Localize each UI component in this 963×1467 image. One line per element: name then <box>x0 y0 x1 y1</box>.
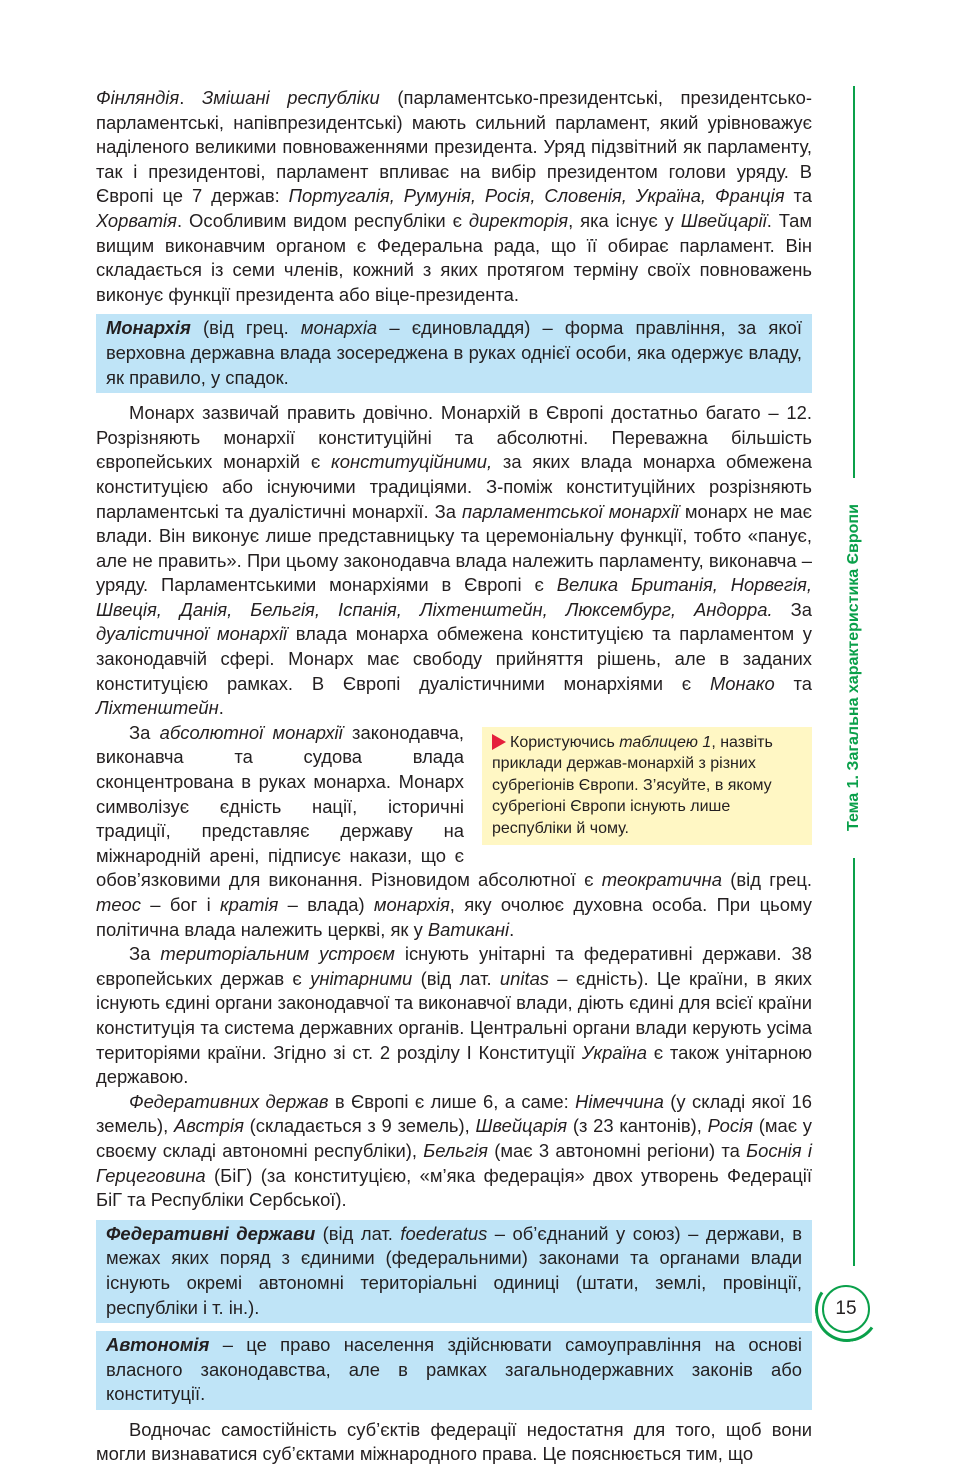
paragraph-federative <box>96 1090 812 1213</box>
text-run: , назвіть приклади держав-монархій з різних субрегіонів Європи. З’ясуйте, в якому субрегіоні Європи існують лише республіки й чому. <box>492 733 773 837</box>
text-run: За <box>129 721 160 743</box>
text-run: – влада) <box>278 894 374 915</box>
text-run: (від лат. <box>315 1222 401 1244</box>
text-run: (з 23 кантонів), <box>567 1115 708 1137</box>
definition-autonomy <box>96 1331 812 1410</box>
italic-term: unitas <box>499 967 549 989</box>
text-run: Користуючись <box>510 733 620 751</box>
text-run: (парламентсько-президентські, президентсько-парламентські, напівпрезидентські) мають сильний парламент, який урівноважує наділеного великими повноваженнями президента. Уряд підзвітний як парламенту, так і президентові, парламент впливає на вибір президентом голови уряду. В Європі це 7 держав: <box>96 87 812 207</box>
text-run: . <box>179 87 202 108</box>
paragraph-unitary <box>96 942 812 1090</box>
italic-term: Бельгія <box>423 1139 488 1161</box>
text-run: монарх не має влади. Він виконує лише представницьку та церемоніальну функції, тобто «панує, але не править». При цьому законодавча влада належить парламенту, виконавча – уряду. Парламентськими монархіями в Європі є <box>96 500 813 596</box>
chapter-side-label: Тема 1. Загальна характеристика Європи <box>845 504 862 832</box>
text-run: (має у своєму складі автономні республіки), <box>96 1115 813 1161</box>
text-run: . Там вищим виконавчим органом є Федеральна рада, що її обирає парламент. Він складається із семи членів, кожний з яких протягом терміну своїх повноважень виконує функції президента або віце-президента. <box>96 209 813 305</box>
text-run: . <box>509 918 515 940</box>
text-run: в Європі є лише 6, а саме: <box>328 1090 576 1112</box>
text-run: законодавча, виконавча та судова влада сконцентрована в руках монарха. Монарх символізує єдність нації, історичні традиції, представляє державу на міжнародній арені, підписує накази, що є обов’язковими для виконання. Різновидом абсолютної є <box>96 721 602 891</box>
term: Монархія <box>106 317 191 339</box>
italic-term: Боснія і Герцеговина <box>96 1139 812 1186</box>
italic-term: foederatus <box>400 1222 488 1244</box>
paragraph-republics <box>96 86 812 307</box>
task-box-text <box>492 734 773 837</box>
text-run: за яких влада монарха обмежена конституцією або існуючими традиціями. З-поміж конституційних розрізняють парламентські та дуалістичні монархії. За <box>96 451 812 522</box>
task-arrow-icon <box>492 734 506 750</box>
definition-federative-text <box>106 1222 802 1320</box>
text-run: Водночас самостійність суб’єктів федерації недостатня для того, щоб вони могли визнаватися суб’єктами міжнародного права. Це пояснюється тим, що <box>96 1418 812 1465</box>
italic-term: кратія <box>219 894 279 915</box>
definition-monarchy <box>96 314 812 393</box>
text-run: , яка існує у <box>568 209 681 231</box>
text-run: За <box>129 943 161 965</box>
text-run: – об’єднаний у союз) – держави, в межах яких поряд з єдиними (федеральними) законами та органами влади існують окремі автономні територіальні одиниці (штати, землі, провінції, республіки і т. ін.). <box>106 1222 802 1318</box>
italic-term: територіальним устроєм <box>160 943 395 965</box>
italic-term: дуалістичної монархії <box>96 623 288 645</box>
italic-term: парламентської монархії <box>461 500 679 522</box>
text-run: – це право населення здійснювати самоуправління на основі власного законодавства, але в рамках загальнодержавних законів або конституції. <box>106 1334 802 1405</box>
term: Автономія <box>106 1334 210 1356</box>
text-run: – бог і <box>140 894 220 915</box>
task-box <box>482 727 812 846</box>
text-run: (має 3 автономні регіони) та <box>487 1139 747 1161</box>
paragraph-monarchy-types <box>96 401 812 721</box>
text-run: (у складі якої 16 земель), <box>96 1090 812 1137</box>
text-run: – єдиновладдя) – форма правління, за якої верховна державна влада зосереджена в руках однієї особи, яка одержує владу, як правило, у спадок. <box>106 317 802 388</box>
italic-term: монархія <box>373 894 450 915</box>
italic-term: Монако <box>709 672 775 694</box>
side-rule-bottom <box>853 858 855 1266</box>
italic-term: Португалія, Румунія, Росія, Словенія, Україна, Франція <box>288 185 785 207</box>
italic-term: директорія <box>468 209 569 231</box>
text-run: Монарх зазвичай править довічно. Монархій в Європі достатньо багато – 12. Розрізняють монархії конституційні та абсолютні. Переважна більшість європейських монархій є <box>96 402 812 473</box>
text-run: (складається з 9 земель), <box>243 1115 476 1137</box>
italic-term: Росія <box>707 1115 753 1137</box>
italic-term: теократична <box>601 869 723 891</box>
side-rule-top <box>853 86 855 478</box>
text-run: (від грец. <box>722 869 812 891</box>
italic-term: Хорватія <box>96 209 177 231</box>
text-run: та <box>774 672 813 694</box>
italic-term: теос <box>96 894 141 915</box>
text-run: існують унітарні та федеративні держави. 38 європейських держав є <box>96 943 812 989</box>
page-number: 15 <box>822 1285 870 1333</box>
text-run: . <box>218 697 224 719</box>
text-run: За <box>772 598 812 620</box>
definition-monarchy-text <box>106 316 802 390</box>
paragraph-federation-subjects <box>96 1418 812 1467</box>
text-run: (БіГ) (за конституцією, «м’яка федерація» двох утворень Федерації БіГ та Республіки Сербської). <box>96 1164 812 1211</box>
italic-term: таблицею 1 <box>619 733 712 751</box>
italic-term: Україна <box>581 1041 647 1063</box>
italic-term: Швейцарії <box>680 209 767 231</box>
italic-term: Ватикані <box>427 918 510 940</box>
definition-autonomy-text <box>106 1333 802 1407</box>
definition-federative <box>96 1220 812 1323</box>
text-run: (від лат. <box>412 967 500 989</box>
text-run: та <box>784 185 812 207</box>
italic-term: унітарними <box>310 967 413 989</box>
text-run: . Особливим видом республіки є <box>176 209 469 231</box>
italic-term: Фінляндія <box>96 87 180 108</box>
text-run: – єдність). Це країни, в яких існують єдині органи законодавчої та виконавчої влади, діють єдині для всієї країни конституція та система державних органів. Центральні органи влади керують усіма територіями країни. Згідно зі ст. 2 розділу І Конституції <box>96 967 813 1063</box>
italic-term: монархіа <box>300 317 378 339</box>
italic-term: Швейцарія <box>475 1115 568 1137</box>
italic-term: Федеративних держав <box>129 1090 329 1112</box>
text-run: влада монарха обмежена конституцією та парламентом у законодавчій сфері. Монарх має свободу прийняття рішень, але в заданих конституцією рамках. В Європі дуалістичними монархіями є <box>96 623 812 694</box>
text-run: , яку очолює духовна особа. При цьому політична влада належить церкві, як у <box>96 894 812 940</box>
term: Федеративні держави <box>106 1222 316 1244</box>
page-body <box>96 86 812 1467</box>
italic-term: конституційними, <box>331 451 493 473</box>
italic-term: Австрія <box>173 1115 244 1137</box>
text-run: є також унітарною державою. <box>96 1041 812 1088</box>
italic-term: Велика Британія, Норвегія, Швеція, Данія, Бельгія, Іспанія, Ліхтенштейн, Люксембург, Андорра. <box>96 574 812 620</box>
italic-term: Змішані республіки <box>201 87 380 108</box>
italic-term: Ліхтенштейн <box>96 697 219 719</box>
text-run: (від грец. <box>190 317 301 339</box>
italic-term: абсолютної монархії <box>159 721 343 743</box>
italic-term: Німеччина <box>575 1090 664 1112</box>
